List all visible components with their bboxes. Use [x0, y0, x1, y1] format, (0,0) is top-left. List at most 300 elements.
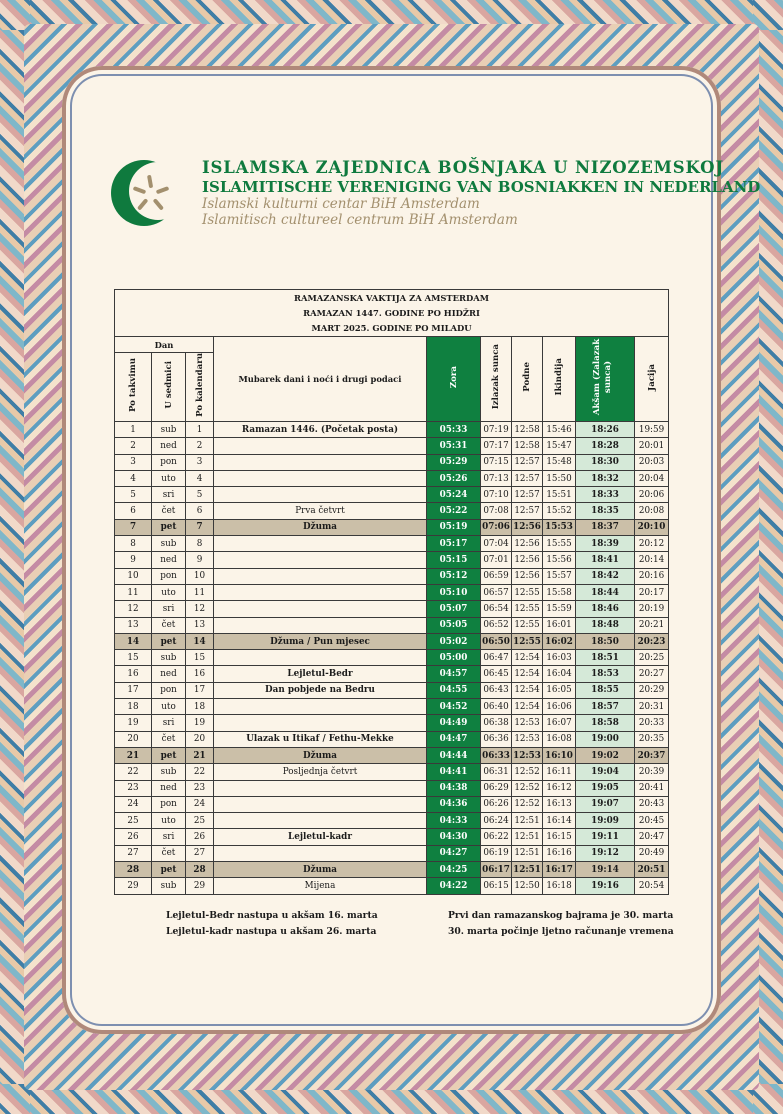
cell-po-takvimu: 2 [115, 438, 152, 454]
cell-zora: 04:49 [427, 715, 481, 731]
note-lejletul-bedr: Lejletul-Bedr nastupa u akšam 16. marta [166, 910, 378, 921]
cell-po-takvimu: 15 [115, 650, 152, 666]
cell-podne: 12:53 [512, 731, 543, 747]
cell-u-sedmici: pet [152, 747, 186, 763]
cell-ikindija: 16:13 [543, 796, 576, 812]
header-zora-label: Zora [448, 365, 459, 388]
cell-jacija: 20:49 [635, 845, 669, 861]
cell-ikindija: 15:57 [543, 568, 576, 584]
cell-zora: 04:27 [427, 845, 481, 861]
cell-ikindija: 16:02 [543, 633, 576, 649]
cell-zora: 05:31 [427, 438, 481, 454]
cell-izlazak: 06:26 [481, 796, 512, 812]
cell-jacija: 20:06 [635, 487, 669, 503]
cell-po-kalendaru: 15 [186, 650, 214, 666]
cell-zora: 05:19 [427, 519, 481, 535]
table-row [115, 487, 669, 503]
cell-ikindija: 16:16 [543, 845, 576, 861]
cell-mubarek [214, 552, 427, 568]
header-podne-label: Podne [522, 362, 532, 392]
cell-jacija: 20:14 [635, 552, 669, 568]
cell-ikindija: 16:18 [543, 878, 576, 894]
cell-ikindija: 15:50 [543, 470, 576, 486]
cell-podne: 12:55 [512, 633, 543, 649]
cell-mubarek [214, 454, 427, 470]
cell-izlazak: 06:59 [481, 568, 512, 584]
cell-po-takvimu: 25 [115, 813, 152, 829]
cell-podne: 12:55 [512, 601, 543, 617]
cell-jacija: 20:54 [635, 878, 669, 894]
cell-po-kalendaru: 29 [186, 878, 214, 894]
table-body [115, 422, 669, 895]
cell-zora: 04:22 [427, 878, 481, 894]
cell-izlazak: 06:17 [481, 862, 512, 878]
cell-mubarek [214, 601, 427, 617]
cell-mubarek [214, 438, 427, 454]
table-row [115, 813, 669, 829]
cell-u-sedmici: sri [152, 829, 186, 845]
cell-ikindija: 16:10 [543, 747, 576, 763]
note-bajram: Prvi dan ramazanskog bajrama je 30. marta [448, 910, 674, 921]
cell-mubarek: Lejletul-kadr [214, 829, 427, 845]
cell-izlazak: 07:15 [481, 454, 512, 470]
cell-po-takvimu: 10 [115, 568, 152, 584]
cell-po-takvimu: 23 [115, 780, 152, 796]
cell-aksam: 18:51 [576, 650, 635, 666]
cell-jacija: 20:39 [635, 764, 669, 780]
cell-zora: 04:47 [427, 731, 481, 747]
cell-ikindija: 16:17 [543, 862, 576, 878]
cell-u-sedmici: ned [152, 780, 186, 796]
cell-ikindija: 15:51 [543, 487, 576, 503]
cell-po-kalendaru: 4 [186, 470, 214, 486]
cell-ikindija: 15:59 [543, 601, 576, 617]
table-row [115, 519, 669, 535]
cell-podne: 12:55 [512, 617, 543, 633]
cell-ikindija: 16:05 [543, 682, 576, 698]
cell-mubarek [214, 780, 427, 796]
cell-po-kalendaru: 10 [186, 568, 214, 584]
cell-po-kalendaru: 18 [186, 699, 214, 715]
cell-aksam: 19:09 [576, 813, 635, 829]
cell-po-takvimu: 6 [115, 503, 152, 519]
cell-aksam: 18:53 [576, 666, 635, 682]
cell-podne: 12:52 [512, 796, 543, 812]
cell-podne: 12:52 [512, 764, 543, 780]
cell-po-kalendaru: 12 [186, 601, 214, 617]
table-row [115, 650, 669, 666]
cell-jacija: 20:51 [635, 862, 669, 878]
cell-mubarek [214, 845, 427, 861]
org-name-bosnian: ISLAMSKA ZAJEDNICA BOŠNJAKA U NIZOZEMSKOJ [202, 158, 724, 177]
cell-zora: 04:41 [427, 764, 481, 780]
cell-po-kalendaru: 27 [186, 845, 214, 861]
cell-jacija: 20:12 [635, 536, 669, 552]
cell-jacija: 20:43 [635, 796, 669, 812]
cell-u-sedmici: pon [152, 796, 186, 812]
cell-u-sedmici: uto [152, 470, 186, 486]
cell-aksam: 19:11 [576, 829, 635, 845]
cell-ikindija: 16:04 [543, 666, 576, 682]
cell-aksam: 18:50 [576, 633, 635, 649]
cell-jacija: 20:33 [635, 715, 669, 731]
cell-aksam: 18:44 [576, 584, 635, 600]
cell-po-takvimu: 16 [115, 666, 152, 682]
header-aksam [576, 336, 635, 421]
header-jacija-label: Jacija [646, 363, 657, 391]
cell-mubarek [214, 487, 427, 503]
cell-podne: 12:52 [512, 780, 543, 796]
cell-po-kalendaru: 25 [186, 813, 214, 829]
cell-podne: 12:57 [512, 503, 543, 519]
cell-zora: 04:25 [427, 862, 481, 878]
cell-ikindija: 16:06 [543, 699, 576, 715]
cell-po-kalendaru: 24 [186, 796, 214, 812]
cell-po-takvimu: 1 [115, 422, 152, 438]
cell-po-kalendaru: 8 [186, 536, 214, 552]
cell-u-sedmici: sub [152, 536, 186, 552]
cell-u-sedmici: sri [152, 601, 186, 617]
cell-podne: 12:56 [512, 536, 543, 552]
cell-izlazak: 06:24 [481, 813, 512, 829]
cell-izlazak: 06:33 [481, 747, 512, 763]
cell-mubarek: Posljednja četvrt [214, 764, 427, 780]
table-row [115, 422, 669, 438]
cell-mubarek [214, 617, 427, 633]
cell-po-kalendaru: 19 [186, 715, 214, 731]
cell-jacija: 20:47 [635, 829, 669, 845]
cell-u-sedmici: sub [152, 422, 186, 438]
cell-jacija: 20:27 [635, 666, 669, 682]
cell-po-takvimu: 22 [115, 764, 152, 780]
cell-izlazak: 07:01 [481, 552, 512, 568]
cell-izlazak: 06:29 [481, 780, 512, 796]
cell-po-takvimu: 13 [115, 617, 152, 633]
cell-zora: 05:26 [427, 470, 481, 486]
cell-zora: 04:44 [427, 747, 481, 763]
cell-mubarek [214, 813, 427, 829]
cell-ikindija: 16:08 [543, 731, 576, 747]
table-row [115, 601, 669, 617]
cell-u-sedmici: sub [152, 878, 186, 894]
cell-podne: 12:51 [512, 829, 543, 845]
cell-aksam: 18:42 [576, 568, 635, 584]
cell-zora: 05:05 [427, 617, 481, 633]
cell-jacija: 20:17 [635, 584, 669, 600]
table-row [115, 568, 669, 584]
cell-izlazak: 06:19 [481, 845, 512, 861]
cell-u-sedmici: pon [152, 568, 186, 584]
cell-po-kalendaru: 5 [186, 487, 214, 503]
cell-podne: 12:53 [512, 715, 543, 731]
center-name-dutch: Islamitisch cultureel centrum BiH Amsterdam [202, 212, 518, 228]
header-u-sedmici-label: U sedmici [163, 361, 174, 409]
table-row [115, 438, 669, 454]
cell-ikindija: 16:15 [543, 829, 576, 845]
header-aksam-label: Akšam (Zalazak sunca) [592, 338, 613, 416]
cell-podne: 12:57 [512, 487, 543, 503]
table-row [115, 454, 669, 470]
cell-u-sedmici: ned [152, 438, 186, 454]
cell-zora: 04:33 [427, 813, 481, 829]
cell-po-takvimu: 14 [115, 633, 152, 649]
cell-mubarek: Džuma / Pun mjesec [214, 633, 427, 649]
cell-ikindija: 15:53 [543, 519, 576, 535]
cell-izlazak: 06:50 [481, 633, 512, 649]
cell-po-takvimu: 29 [115, 878, 152, 894]
cell-po-takvimu: 12 [115, 601, 152, 617]
cell-jacija: 20:19 [635, 601, 669, 617]
header-po-takvimu [115, 353, 152, 422]
cell-podne: 12:56 [512, 519, 543, 535]
cell-izlazak: 07:10 [481, 487, 512, 503]
cell-podne: 12:56 [512, 568, 543, 584]
cell-aksam: 19:00 [576, 731, 635, 747]
cell-po-kalendaru: 20 [186, 731, 214, 747]
cell-zora: 04:30 [427, 829, 481, 845]
cell-po-kalendaru: 1 [186, 422, 214, 438]
cell-u-sedmici: pet [152, 862, 186, 878]
header-ikindija [543, 336, 576, 421]
cell-po-takvimu: 17 [115, 682, 152, 698]
cell-izlazak: 06:52 [481, 617, 512, 633]
cell-podne: 12:51 [512, 862, 543, 878]
header-zora [427, 336, 481, 421]
cell-zora: 05:07 [427, 601, 481, 617]
cell-aksam: 19:07 [576, 796, 635, 812]
cell-izlazak: 06:31 [481, 764, 512, 780]
table-row [115, 503, 669, 519]
cell-jacija: 20:08 [635, 503, 669, 519]
cell-mubarek [214, 470, 427, 486]
cell-po-kalendaru: 13 [186, 617, 214, 633]
cell-mubarek [214, 650, 427, 666]
cell-u-sedmici: uto [152, 813, 186, 829]
cell-aksam: 18:46 [576, 601, 635, 617]
cell-po-takvimu: 21 [115, 747, 152, 763]
cell-po-kalendaru: 26 [186, 829, 214, 845]
table-row [115, 470, 669, 486]
table-row [115, 633, 669, 649]
cell-u-sedmici: ned [152, 666, 186, 682]
header-po-kalendaru-label: Po kalendaru [194, 353, 205, 417]
cell-jacija: 20:16 [635, 568, 669, 584]
cell-izlazak: 07:13 [481, 470, 512, 486]
cell-podne: 12:54 [512, 650, 543, 666]
cell-ikindija: 15:56 [543, 552, 576, 568]
cell-mubarek: Mijena [214, 878, 427, 894]
cell-izlazak: 07:19 [481, 422, 512, 438]
header-mubarek: Mubarek dani i noći i drugi podaci [214, 336, 427, 421]
table-row [115, 780, 669, 796]
cell-zora: 05:33 [427, 422, 481, 438]
header-izlazak [481, 336, 512, 421]
cell-izlazak: 06:40 [481, 699, 512, 715]
cell-po-takvimu: 18 [115, 699, 152, 715]
cell-po-takvimu: 27 [115, 845, 152, 861]
header-ikindija-label: Ikindija [554, 358, 564, 396]
cell-jacija: 20:45 [635, 813, 669, 829]
cell-u-sedmici: uto [152, 699, 186, 715]
cell-zora: 05:02 [427, 633, 481, 649]
cell-mubarek: Ulazak u Itikaf / Fethu-Mekke [214, 731, 427, 747]
cell-izlazak: 06:45 [481, 666, 512, 682]
cell-jacija: 20:04 [635, 470, 669, 486]
cell-po-takvimu: 9 [115, 552, 152, 568]
cell-mubarek: Ramazan 1446. (Početak posta) [214, 422, 427, 438]
cell-u-sedmici: sri [152, 487, 186, 503]
cell-po-kalendaru: 11 [186, 584, 214, 600]
cell-aksam: 18:37 [576, 519, 635, 535]
cell-po-kalendaru: 17 [186, 682, 214, 698]
cell-po-kalendaru: 2 [186, 438, 214, 454]
cell-mubarek: Džuma [214, 747, 427, 763]
cell-po-kalendaru: 23 [186, 780, 214, 796]
cell-ikindija: 16:11 [543, 764, 576, 780]
cell-izlazak: 06:54 [481, 601, 512, 617]
cell-jacija: 20:01 [635, 438, 669, 454]
cell-jacija: 20:29 [635, 682, 669, 698]
cell-ikindija: 15:58 [543, 584, 576, 600]
cell-podne: 12:58 [512, 438, 543, 454]
cell-po-kalendaru: 6 [186, 503, 214, 519]
cell-zora: 05:00 [427, 650, 481, 666]
cell-zora: 05:12 [427, 568, 481, 584]
cell-ikindija: 16:07 [543, 715, 576, 731]
cell-zora: 04:52 [427, 699, 481, 715]
cell-po-takvimu: 7 [115, 519, 152, 535]
cell-u-sedmici: sub [152, 650, 186, 666]
table-subtitle-gregorian: MART 2025. GODINE PO MILADU [115, 321, 669, 337]
cell-zora: 04:57 [427, 666, 481, 682]
cell-jacija: 20:41 [635, 780, 669, 796]
cell-zora: 05:15 [427, 552, 481, 568]
cell-jacija: 20:35 [635, 731, 669, 747]
cell-ikindija: 16:14 [543, 813, 576, 829]
table-row [115, 845, 669, 861]
cell-po-takvimu: 4 [115, 470, 152, 486]
cell-podne: 12:53 [512, 747, 543, 763]
cell-jacija: 20:10 [635, 519, 669, 535]
cell-u-sedmici: ned [152, 552, 186, 568]
table-row [115, 617, 669, 633]
cell-jacija: 20:31 [635, 699, 669, 715]
cell-jacija: 19:59 [635, 422, 669, 438]
header-izlazak-label: Izlazak sunca [491, 344, 501, 410]
cell-zora: 04:38 [427, 780, 481, 796]
cell-zora: 04:55 [427, 682, 481, 698]
cell-zora: 05:22 [427, 503, 481, 519]
cell-u-sedmici: čet [152, 731, 186, 747]
cell-izlazak: 06:47 [481, 650, 512, 666]
table-row [115, 747, 669, 763]
cell-izlazak: 06:57 [481, 584, 512, 600]
cell-po-takvimu: 3 [115, 454, 152, 470]
cell-izlazak: 07:08 [481, 503, 512, 519]
cell-aksam: 18:35 [576, 503, 635, 519]
cell-aksam: 18:32 [576, 470, 635, 486]
crescent-star-icon [110, 158, 188, 228]
cell-ikindija: 15:48 [543, 454, 576, 470]
table-row [115, 862, 669, 878]
cell-aksam: 18:26 [576, 422, 635, 438]
cell-po-takvimu: 28 [115, 862, 152, 878]
cell-ikindija: 16:01 [543, 617, 576, 633]
cell-izlazak: 06:36 [481, 731, 512, 747]
cell-mubarek [214, 699, 427, 715]
cell-izlazak: 07:06 [481, 519, 512, 535]
cell-aksam: 19:16 [576, 878, 635, 894]
cell-aksam: 18:33 [576, 487, 635, 503]
note-ljetno-vrijeme: 30. marta počinje ljetno računanje vremena [448, 926, 674, 937]
cell-mubarek [214, 584, 427, 600]
cell-izlazak: 06:22 [481, 829, 512, 845]
table-row [115, 878, 669, 894]
cell-jacija: 20:25 [635, 650, 669, 666]
cell-podne: 12:50 [512, 878, 543, 894]
cell-aksam: 18:48 [576, 617, 635, 633]
cell-u-sedmici: čet [152, 503, 186, 519]
cell-mubarek [214, 568, 427, 584]
table-row [115, 829, 669, 845]
cell-mubarek: Dan pobjede na Bedru [214, 682, 427, 698]
cell-u-sedmici: pet [152, 633, 186, 649]
center-name-bosnian: Islamski kulturni centar BiH Amsterdam [202, 196, 480, 212]
header-jacija [635, 336, 669, 421]
cell-jacija: 20:03 [635, 454, 669, 470]
table-subtitle-hijri: RAMAZAN 1447. GODINE PO HIDŽRI [115, 305, 669, 320]
cell-mubarek [214, 536, 427, 552]
cell-ikindija: 15:46 [543, 422, 576, 438]
cell-aksam: 18:57 [576, 699, 635, 715]
cell-ikindija: 15:47 [543, 438, 576, 454]
cell-u-sedmici: čet [152, 845, 186, 861]
cell-po-kalendaru: 7 [186, 519, 214, 535]
cell-zora: 05:24 [427, 487, 481, 503]
table-row [115, 682, 669, 698]
cell-mubarek [214, 796, 427, 812]
cell-ikindija: 16:03 [543, 650, 576, 666]
table-row [115, 552, 669, 568]
cell-po-takvimu: 11 [115, 584, 152, 600]
cell-u-sedmici: čet [152, 617, 186, 633]
cell-aksam: 18:30 [576, 454, 635, 470]
cell-mubarek: Prva četvrt [214, 503, 427, 519]
cell-u-sedmici: sri [152, 715, 186, 731]
cell-izlazak: 06:43 [481, 682, 512, 698]
cell-jacija: 20:23 [635, 633, 669, 649]
cell-podne: 12:58 [512, 422, 543, 438]
cell-jacija: 20:37 [635, 747, 669, 763]
prayer-times-table [114, 289, 669, 895]
cell-po-kalendaru: 9 [186, 552, 214, 568]
cell-u-sedmici: pon [152, 454, 186, 470]
cell-ikindija: 16:12 [543, 780, 576, 796]
cell-ikindija: 15:52 [543, 503, 576, 519]
cell-po-takvimu: 8 [115, 536, 152, 552]
table-row [115, 536, 669, 552]
cell-aksam: 18:58 [576, 715, 635, 731]
cell-aksam: 19:05 [576, 780, 635, 796]
cell-po-takvimu: 20 [115, 731, 152, 747]
cell-po-takvimu: 19 [115, 715, 152, 731]
cell-podne: 12:57 [512, 454, 543, 470]
cell-aksam: 18:28 [576, 438, 635, 454]
cell-zora: 05:29 [427, 454, 481, 470]
cell-podne: 12:51 [512, 845, 543, 861]
cell-ikindija: 15:55 [543, 536, 576, 552]
cell-u-sedmici: pon [152, 682, 186, 698]
